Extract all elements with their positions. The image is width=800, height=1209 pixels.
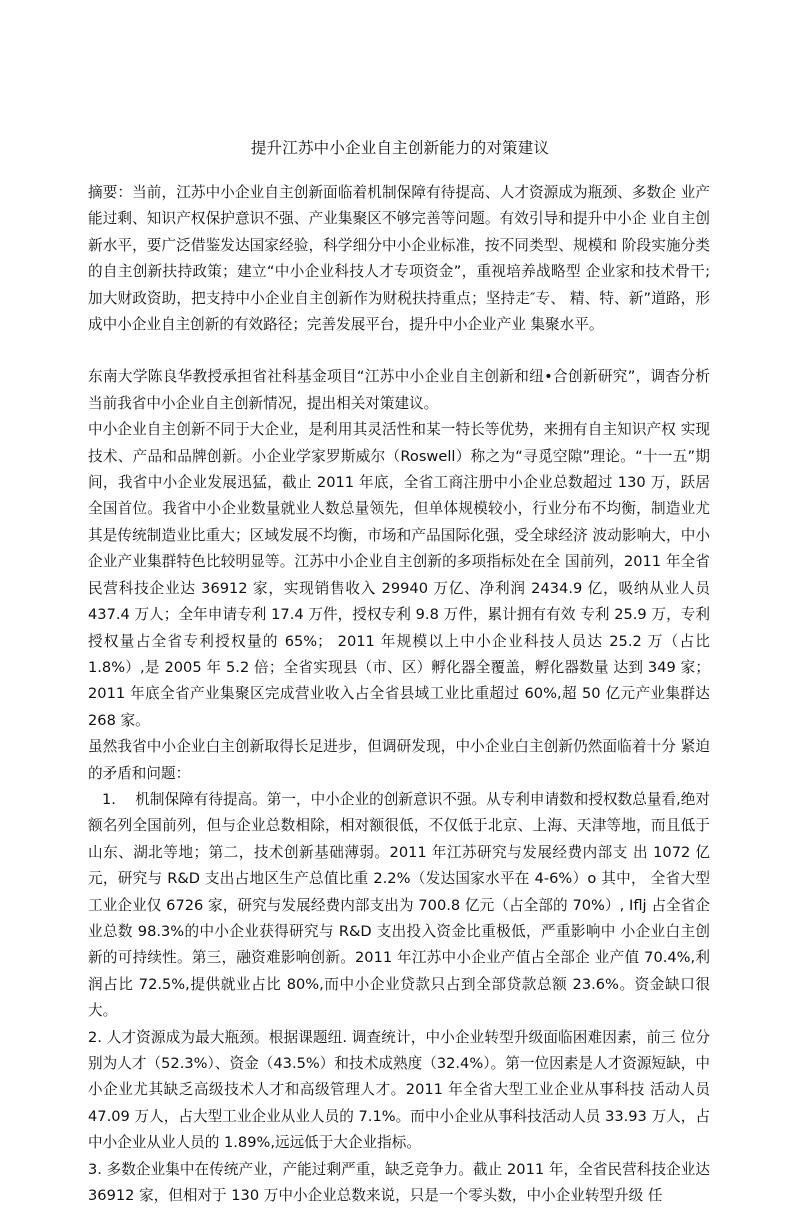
paragraph-gap [88,338,710,364]
body-paragraph-1: 中小企业自主创新不同于大企业，是利用其灵活性和某一特长等优势，来拥有自主知识产权 实现技术、产品和品牌创新。小企业学家罗斯威尔（Roswell）称之为“寻觅空隙”理论。“十一五”期间，我省中小企业发展迅猛，截止 2011 年底，全省工商注册中小企业总数超过 130 万，跃居全国首位。我省中小企业数量就业人数总量领先，但单体规模较小，行业分布不均衡，制造业尤其是传统制造业比重大；区域发展不均衡，市场和产品国际化强，受全球经济 波动影响大，中小企业产业集群特色比较明显等。江苏中小企业自主创新的多项指标处在全 国前列，2011 年全省民营科技企业达 36912 家，实现销售收入 29940 万亿、净利润 2434.9 亿，吸纳从业人员 437.4 万人；全年申请专利 17.4 万件，授权专利 9.8 万件，累计拥有有效 专利 25.9 万，专利授权量占全省专利授权量的 65%； 2011 年规模以上中小企业科技人员达 25.2 万（占比 1.8%）,是 2005 年 5.2 倍；全省实现县（市、区）孵化器全覆盖，孵化器数量 达到 349 家；2011 年底全省产业集聚区完成营业收入占全省县域工业比重超过 60%,超 50 亿元产业集群达 268 家。 [88,421,710,729]
document-title: 提升江苏中小企业自主创新能力的对策建议 [250,139,550,157]
abstract-paragraph: 摘要：当前，江苏中小企业自主创新面临着机制保障有待提高、人才资源成为瓶颈、多数企 业产能过剩、知识产权保护意识不强、产业集聚区不够完善等问题。有效引导和提升中小企 业自主创新水平，要广泛借鉴发达国家经验，科学细分中小企业标准，按不同类型、规模和 阶段实施分类的自主创新扶持政策；建立“中小企业科技人才专项资金”，重视培养战略型 企业家和技术骨干;加大财政资助，把支持中小企业自主创新作为财税扶持重点；坚持走″专、 精、特、新”道路，形成中小企业自主创新的有效路径；完善发展平台，提升中小企业产业 集聚水平。 [88,184,710,334]
document-body [88,180,710,1209]
numbered-item-1: 1. 机制保障有待提高。第一，中小企业的创新意识不强。从专利申请数和授权数总量看,绝对额名列全国前列，但与企业总数相除，相对额很低，不仅低于北京、上海、天津等地，而且低于山东、湖北等地；第二，技术创新基础薄弱。2011 年江苏研究与发展经费内部支 出 1072 亿元，研究与 R&D 支出占地区生产总值比重 2.2%（发达国家水平在 4-6%）o 其中， 全省大型工业企业仅 6726 家，研究与发展经费内部支出为 700.8 亿元（占全部的 70%）, Iflj 占全省企业总数 98.3%的中小企业获得研究与 R&D 支出投入资金比重极低，严重影响中 小企业白主创新的可持续性。第三，融资难影响创新。2011 年江苏中小企业产值占全部企 业产值 70.4%,利润占比 72.5%,提供就业占比 80%,而中小企业贷款只占到全部贷款总额 23.6%。资金缺口很大。 [88,790,710,1020]
numbered-item-2: 2. 人才资源成为最大瓶颈。根据课题纽. 调查统计，中小企业转型升级面临困难因素，前三 位分别为人才（52.3%）、资金（43.5%）和技术成熟度（32.4%）。第一位因素是人才资源短缺，中小企业尤其缺乏高级技术人才和高级管理人才。2011 年全省大型工业企业从事科技 活动人员 47.09 万人，占大型工业企业从业人员的 7.1%。而中小企业从事科技活动人员 33.93 万人，占中小企业从业人员的 1.89%,远远低于大企业指标。 [88,1028,710,1152]
intro-paragraph: 东南大学陈良华教授承担省社科基金项目“江苏中小企业自主创新和纽•合创新研究”，调杳分析当前我省中小企业自主创新情况，提出相关对策建议。 [88,368,710,412]
numbered-item-3: 3. 多数企业集中在传统产业，产能过剩严重，缺乏竞争力。截止 2011 年，全省民营科技企业达 36912 家，但相对于 130 万中小企业总数来说，只是一个零头数，中小企业转型升级 任 [88,1160,710,1205]
body-paragraph-2: 虽然我省中小企业白主创新取得长足进步，但调研发现，中小企业白主创新仍然面临着十分 紧迫的矛盾和问题： [88,738,710,782]
